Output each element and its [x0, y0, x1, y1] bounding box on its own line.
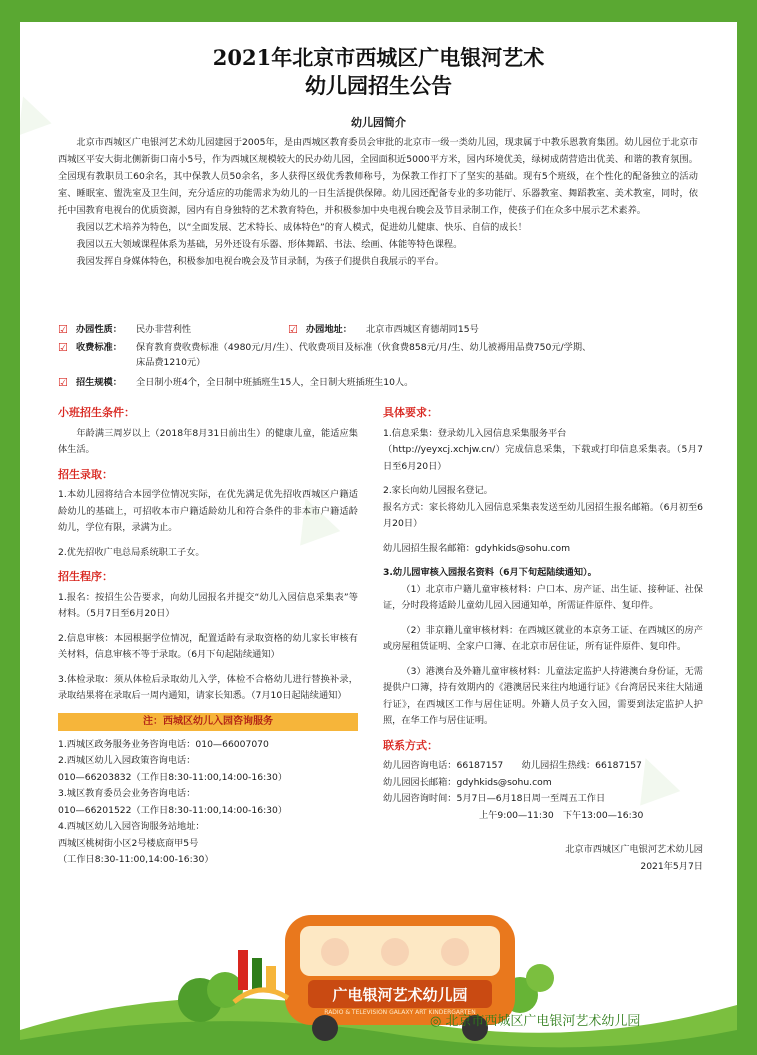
page-title-line1: 2021年北京市西城区广电银河艺术: [212, 45, 545, 70]
fee-value: 保育教育费收费标准（4980元/月/生）、代收费项目及标准（伙食费858元/月/生、幼儿被褥用品费750元/学期、: [136, 342, 592, 353]
req-url-line: （http://yeyxcj.xchjw.cn/）完成信息采集，下载或打印信息采集表。（5月7日至6月20日）: [383, 444, 703, 472]
scale-value: 全日制小班4个，全日制中班插班生15人，全日制大班插班生10人。: [136, 377, 414, 388]
green-frame-right: [737, 0, 757, 1055]
address-label: 办园地址：: [306, 324, 352, 335]
address-value: 北京市西城区育德胡同15号: [366, 324, 479, 335]
service-line: 4.西城区幼儿入园咨询服务站地址：: [58, 821, 205, 832]
service-line: 1.西城区政务服务业务咨询电话：010—66007070: [58, 738, 269, 750]
page-title-line2: 幼儿园招生公告: [305, 73, 452, 98]
signature-date: 2021年5月7日: [640, 860, 703, 872]
contact-line: 上午9:00—11:30 下午13:00—16:30: [479, 809, 644, 821]
service-line: 2.西城区幼儿入园政策咨询电话：: [58, 755, 196, 766]
green-frame-left: [0, 0, 20, 1055]
intro-heading: 幼儿园简介: [351, 116, 406, 129]
service-line: 西城区桃树街小区2号楼底商甲5号: [58, 837, 199, 849]
checkbox-icon: ☑: [58, 341, 68, 354]
intro-paragraph: 我园发挥自身媒体特色，积极参加电视台晚会及节目录制，为孩子们提供自我展示的平台。: [76, 256, 444, 267]
req-line: （3）港澳台及外籍儿童审核材料：儿童法定监护人持港澳台身份证，无需提供户口簿，持有效期内的《港澳居民来往内地通行证》《台湾居民来往大陆通行证》，在西城区工作与居住证明。外籍人员子女入园，需要到法定监护人护照，在华工作与居住证明。: [383, 665, 703, 726]
requirements-heading: 具体要求：: [383, 406, 438, 419]
nature-value: 民办非营利性: [136, 324, 192, 335]
req-line: （1）北京市户籍儿童审核材料：户口本、房产证、出生证、接种证、社保证，分时段将适龄儿童幼儿园入园通知单，所需证件原件、复印件。: [383, 583, 703, 611]
bus-sign-text: 广电银河艺术幼儿园: [332, 986, 468, 1004]
procedure-step: 1.报名：按招生公告要求，向幼儿园报名并提交“幼儿入园信息采集表”等材料。（5月7日至6月20日）: [58, 591, 358, 619]
watermark-logo: ▲: [1, 77, 54, 141]
small-class-text: 年龄满三周岁以上（2018年8月31日前出生）的健康儿童，能适应集体生活。: [58, 427, 358, 455]
req-line: 报名方式：家长将幼儿入园信息采集表发送至幼儿园招生报名邮箱。（6月初至6月20日）: [383, 501, 703, 529]
admission-text: 1.本幼儿园将结合本园学位情况实际，在优先满足优先招收西城区户籍适龄幼儿的基础上，可招收本市户籍适龄幼儿和符合条件的非本市户籍适龄幼儿，学位有限，录满为止。: [58, 489, 358, 533]
contact-line: 幼儿园咨询时间：5月7日—6月18日周一至周五工作日: [383, 793, 606, 804]
fee-value-cont: 床品费1210元）: [136, 357, 206, 368]
admission-text: 2.优先招收广电总局系统职工子女。: [58, 546, 205, 558]
service-line: （工作日8:30-11:00,14:00-16:30）: [58, 854, 214, 865]
contact-line: 幼儿园园长邮箱：gdyhkids@sohu.com: [383, 776, 552, 788]
consult-banner: [58, 713, 358, 731]
watermark-logo: ▲: [280, 476, 343, 553]
nature-label: 办园性质：: [76, 324, 122, 335]
service-line: 010—66201522（工作日8:30-11:00,14:00-16:30）: [58, 804, 288, 816]
bus-illustration: [20, 890, 737, 1055]
child-face: [381, 938, 409, 966]
admission-heading: 招生录取：: [58, 467, 113, 481]
illustration-scene: [20, 890, 737, 1055]
checkbox-icon: ☑: [58, 323, 68, 336]
left-column: [58, 405, 358, 869]
small-class-heading: 小班招生条件：: [58, 406, 135, 419]
intro-paragraph: 我园以五大领域课程体系为基础，另外还设有乐器、形体舞蹈、书法、绘画、体能等特色课程。: [76, 239, 463, 250]
service-line: 010—66203832（工作日8:30-11:00,14:00-16:30）: [58, 771, 288, 783]
req-line: 1.信息采集：登录幼儿入园信息采集服务平台: [383, 427, 567, 439]
procedure-heading: 招生程序：: [58, 570, 113, 583]
info-section: [58, 322, 708, 393]
info-row-scale: [58, 375, 708, 390]
req-line: 2.家长向幼儿园报名登记。: [383, 485, 493, 496]
contact-heading: 联系方式：: [383, 738, 438, 752]
right-column: [383, 405, 703, 875]
consult-banner-text: 注：西城区幼儿入园咨询服务: [143, 715, 273, 727]
service-line: 3.城区教育委员会业务咨询电话：: [58, 788, 196, 799]
fee-label: 收费标准：: [76, 342, 122, 353]
checkbox-icon: ☑: [58, 376, 68, 389]
kindergarten-logo-icon: [234, 950, 288, 1002]
wechat-account-name: 北京市西城区广电银河艺术幼儿园: [445, 1014, 641, 1029]
req-email: 幼儿园招生报名邮箱：gdyhkids@sohu.com: [383, 542, 571, 554]
child-face: [321, 938, 349, 966]
info-row-fee: [58, 340, 708, 372]
intro-paragraph: 我园以艺术培养为特色，以“全面发展、艺术特长、成体特色”的育人模式，促进幼儿健康、快乐、自信的成长！: [76, 222, 527, 233]
watermark-logo: ▲: [620, 736, 683, 813]
child-face: [441, 938, 469, 966]
checkbox-icon: ☑: [288, 323, 298, 336]
intro-paragraph: 北京市西城区广电银河艺术幼儿园建园于2005年，是由西城区教育委员会审批的北京市一级一类幼儿园，现隶属于中教乐恩教育集团。幼儿园位于北京市西城区平安大街北侧新街口南小5号，作为西城区规模较大的民办幼儿园，全园面积近5000平方米，园内环境优美，绿树成荫营造出优美、和谐的教育氛围。全园现有教职员工60余名，其中保教人员50余名，多人获得区级优秀教师称号，为保教工作打下了坚实的基础。现有5个班级，在个性化的配备独立的活动室、睡眠室、盥洗室及卫生间，充分适应的功能需求为幼儿的一日生活提供保障。幼儿园还配备专业的多功能厅、乐器教室、舞蹈教室、美术教室，同时，依托中国教育电视台的优质资源，园内有自身独特的艺术教育特色，并积极参加中央电视台晚会及节目录制工作，使孩子们在众多中展示艺术素养。: [58, 137, 698, 216]
green-frame-top: [0, 0, 757, 22]
scale-label: 招生规模：: [76, 377, 122, 388]
req-line: 3.幼儿园审核入园报名资料（6月下旬起陆续通知）。: [383, 567, 597, 578]
procedure-step: 3.体检录取：须从体检后录取幼儿入学，体检不合格幼儿进行替换补录，录取结果将在录取后一周内通知，请家长知悉。（7月10日起陆续通知）: [58, 673, 358, 701]
contact-line: 幼儿园咨询电话：66187157 幼儿园招生热线：66187157: [383, 760, 642, 771]
bus-subtitle-text: RADIO & TELEVISION GALAXY ART KINDERGARTEN: [324, 1009, 476, 1016]
intro-section: [58, 134, 698, 270]
wechat-icon: ◎: [430, 1014, 442, 1029]
req-line: （2）非京籍儿童审核材料：在西城区就业的本京务工证、在西城区的房产或房屋租赁证明、全家户口簿、在北京市居住证，所有证件原件、复印件。: [383, 624, 703, 652]
wechat-footer: [430, 1010, 735, 1029]
procedure-step: 2.信息审核：本园根据学位情况，配置适龄有录取资格的幼儿家长审核有关材料，信息审核不等于录取。（6月下旬起陆续通知）: [58, 632, 358, 660]
info-row-nature: [58, 322, 708, 337]
signature-org: 北京市西城区广电银河艺术幼儿园: [565, 844, 703, 855]
